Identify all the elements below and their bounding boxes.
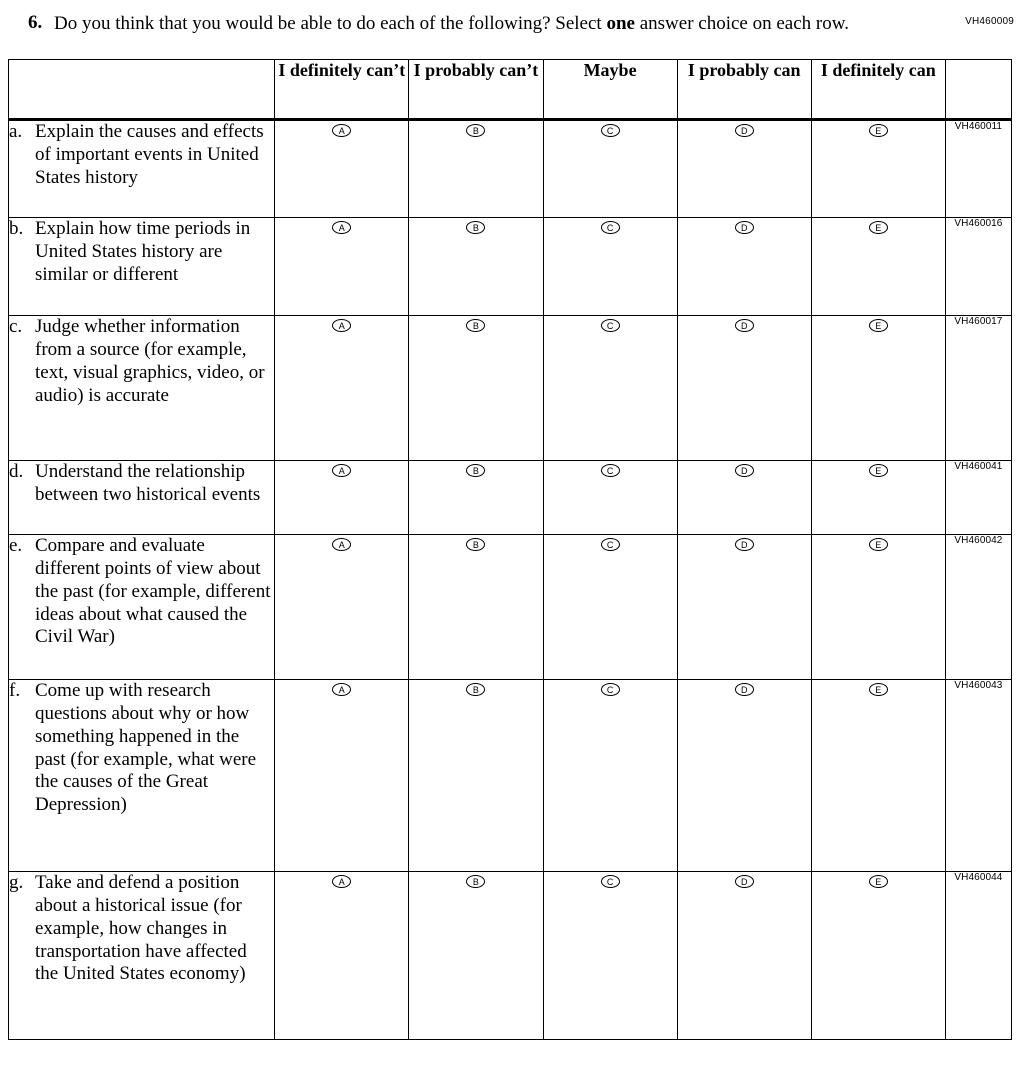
bubble-cell-c-5[interactable]	[811, 316, 945, 461]
bubble-cell-a-5[interactable]	[811, 120, 945, 218]
row-code-d: VH460041	[945, 461, 1011, 535]
bubble-option-c[interactable]: C	[601, 221, 620, 234]
bubble-cell-c-3[interactable]	[543, 316, 677, 461]
bubble-option-d[interactable]: D	[735, 221, 754, 234]
bubble-option-c[interactable]: C	[601, 875, 620, 888]
bubble-option-a[interactable]: A	[332, 538, 351, 551]
bubble-cell-e-2[interactable]	[409, 535, 543, 680]
row-text: Compare and evaluate different points of view about the past (for example, different ideas about what caused the Civil War)	[35, 535, 271, 648]
row-code-b: VH460016	[945, 218, 1011, 316]
bubble-option-b[interactable]: B	[466, 538, 485, 551]
bubble-option-a[interactable]: A	[332, 124, 351, 137]
bubble-option-d[interactable]: D	[735, 124, 754, 137]
bubble-cell-f-3[interactable]	[543, 680, 677, 872]
bubble-cell-a-3[interactable]	[543, 120, 677, 218]
bubble-option-e[interactable]: E	[869, 464, 888, 477]
table-body	[9, 120, 1012, 1040]
column-header-maybe: Maybe	[543, 60, 677, 120]
answer-matrix-table	[8, 59, 1012, 1040]
row-code-e: VH460042	[945, 535, 1011, 680]
bubble-option-c[interactable]: C	[601, 464, 620, 477]
bubble-cell-d-1[interactable]	[275, 461, 409, 535]
row-stem-e	[9, 535, 275, 680]
column-header-definitely-cant: I definitely can’t	[275, 60, 409, 120]
row-letter: g.	[9, 872, 24, 894]
table-row	[9, 535, 1012, 680]
bubble-cell-f-4[interactable]	[677, 680, 811, 872]
column-header-probably-cant: I probably can’t	[409, 60, 543, 120]
table-row	[9, 680, 1012, 872]
bubble-cell-f-5[interactable]	[811, 680, 945, 872]
row-letter: a.	[9, 121, 23, 143]
page-corner-code: VH460009	[965, 16, 1014, 27]
bubble-cell-d-5[interactable]	[811, 461, 945, 535]
row-letter: e.	[9, 535, 23, 557]
row-code-a: VH460011	[945, 120, 1011, 218]
row-stem-c	[9, 316, 275, 461]
bubble-option-b[interactable]: B	[466, 221, 485, 234]
question-text	[54, 12, 849, 35]
bubble-cell-b-1[interactable]	[275, 218, 409, 316]
bubble-option-c[interactable]: C	[601, 319, 620, 332]
bubble-cell-f-2[interactable]	[409, 680, 543, 872]
question-number: 6.	[28, 12, 43, 33]
bubble-cell-e-1[interactable]	[275, 535, 409, 680]
bubble-option-c[interactable]: C	[601, 683, 620, 696]
bubble-cell-b-5[interactable]	[811, 218, 945, 316]
bubble-option-b[interactable]: B	[466, 875, 485, 888]
bubble-cell-b-4[interactable]	[677, 218, 811, 316]
row-text: Explain how time periods in United States history are similar or different	[35, 218, 251, 285]
row-letter: c.	[9, 316, 23, 338]
bubble-cell-c-4[interactable]	[677, 316, 811, 461]
column-header-stem	[9, 60, 275, 120]
bubble-option-b[interactable]: B	[466, 319, 485, 332]
row-code-c: VH460017	[945, 316, 1011, 461]
table-row	[9, 461, 1012, 535]
bubble-option-e[interactable]: E	[869, 683, 888, 696]
table-row	[9, 218, 1012, 316]
row-text: Come up with research questions about why or how something happened in the past (for example, what were the causes of the Great Depression)	[35, 680, 257, 816]
survey-page	[0, 12, 1020, 1090]
bubble-option-e[interactable]: E	[869, 319, 888, 332]
bubble-option-b[interactable]: B	[466, 683, 485, 696]
question-text-part2: answer choice on each row.	[634, 13, 849, 34]
bubble-cell-g-2[interactable]	[409, 872, 543, 1040]
bubble-cell-c-1[interactable]	[275, 316, 409, 461]
bubble-option-d[interactable]: D	[735, 875, 754, 888]
bubble-cell-c-2[interactable]	[409, 316, 543, 461]
row-stem-a	[9, 120, 275, 218]
row-text: Judge whether information from a source (for example, text, visual graphics, video, or audio) is accurate	[35, 316, 265, 406]
bubble-option-e[interactable]: E	[869, 221, 888, 234]
bubble-option-a[interactable]: A	[332, 221, 351, 234]
bubble-cell-e-3[interactable]	[543, 535, 677, 680]
question-text-part1: Do you think that you would be able to do each of the following? Select	[54, 13, 607, 34]
bubble-option-b[interactable]: B	[466, 124, 485, 137]
table-row	[9, 120, 1012, 218]
bubble-cell-d-4[interactable]	[677, 461, 811, 535]
row-text: Understand the relationship between two historical events	[35, 461, 261, 505]
row-code-g: VH460044	[945, 872, 1011, 1040]
bubble-option-a[interactable]: A	[332, 464, 351, 477]
bubble-cell-g-4[interactable]	[677, 872, 811, 1040]
bubble-cell-g-5[interactable]	[811, 872, 945, 1040]
row-text: Explain the causes and effects of important events in United States history	[35, 121, 264, 188]
row-letter: f.	[9, 680, 21, 702]
bubble-option-e[interactable]: E	[869, 538, 888, 551]
column-header-definitely-can: I definitely can	[811, 60, 945, 120]
bubble-option-d[interactable]: D	[735, 319, 754, 332]
bubble-cell-a-4[interactable]	[677, 120, 811, 218]
bubble-option-e[interactable]: E	[869, 124, 888, 137]
row-letter: b.	[9, 218, 24, 240]
table-row	[9, 316, 1012, 461]
bubble-cell-g-1[interactable]	[275, 872, 409, 1040]
question-block	[0, 12, 1020, 35]
bubble-option-a[interactable]: A	[332, 875, 351, 888]
row-stem-d	[9, 461, 275, 535]
bubble-option-a[interactable]: A	[332, 683, 351, 696]
bubble-cell-a-2[interactable]	[409, 120, 543, 218]
bubble-option-c[interactable]: C	[601, 538, 620, 551]
bubble-cell-b-2[interactable]	[409, 218, 543, 316]
bubble-cell-d-2[interactable]	[409, 461, 543, 535]
bubble-option-c[interactable]: C	[601, 124, 620, 137]
table-header-row	[9, 60, 1012, 120]
row-stem-f	[9, 680, 275, 872]
bubble-option-d[interactable]: D	[735, 464, 754, 477]
row-code-f: VH460043	[945, 680, 1011, 872]
row-text: Take and defend a position about a historical issue (for example, how changes in transportation have affected the United States economy)	[35, 872, 247, 985]
column-header-probably-can: I probably can	[677, 60, 811, 120]
table-row	[9, 872, 1012, 1040]
bubble-cell-e-4[interactable]	[677, 535, 811, 680]
bubble-option-b[interactable]: B	[466, 464, 485, 477]
row-stem-b	[9, 218, 275, 316]
bubble-cell-g-3[interactable]	[543, 872, 677, 1040]
column-header-code	[945, 60, 1011, 120]
bubble-cell-e-5[interactable]	[811, 535, 945, 680]
question-text-bold: one	[606, 13, 635, 34]
bubble-cell-a-1[interactable]	[275, 120, 409, 218]
bubble-cell-d-3[interactable]	[543, 461, 677, 535]
bubble-option-d[interactable]: D	[735, 538, 754, 551]
bubble-cell-f-1[interactable]	[275, 680, 409, 872]
row-stem-g	[9, 872, 275, 1040]
bubble-option-a[interactable]: A	[332, 319, 351, 332]
bubble-cell-b-3[interactable]	[543, 218, 677, 316]
bubble-option-d[interactable]: D	[735, 683, 754, 696]
bubble-option-e[interactable]: E	[869, 875, 888, 888]
row-letter: d.	[9, 461, 24, 483]
